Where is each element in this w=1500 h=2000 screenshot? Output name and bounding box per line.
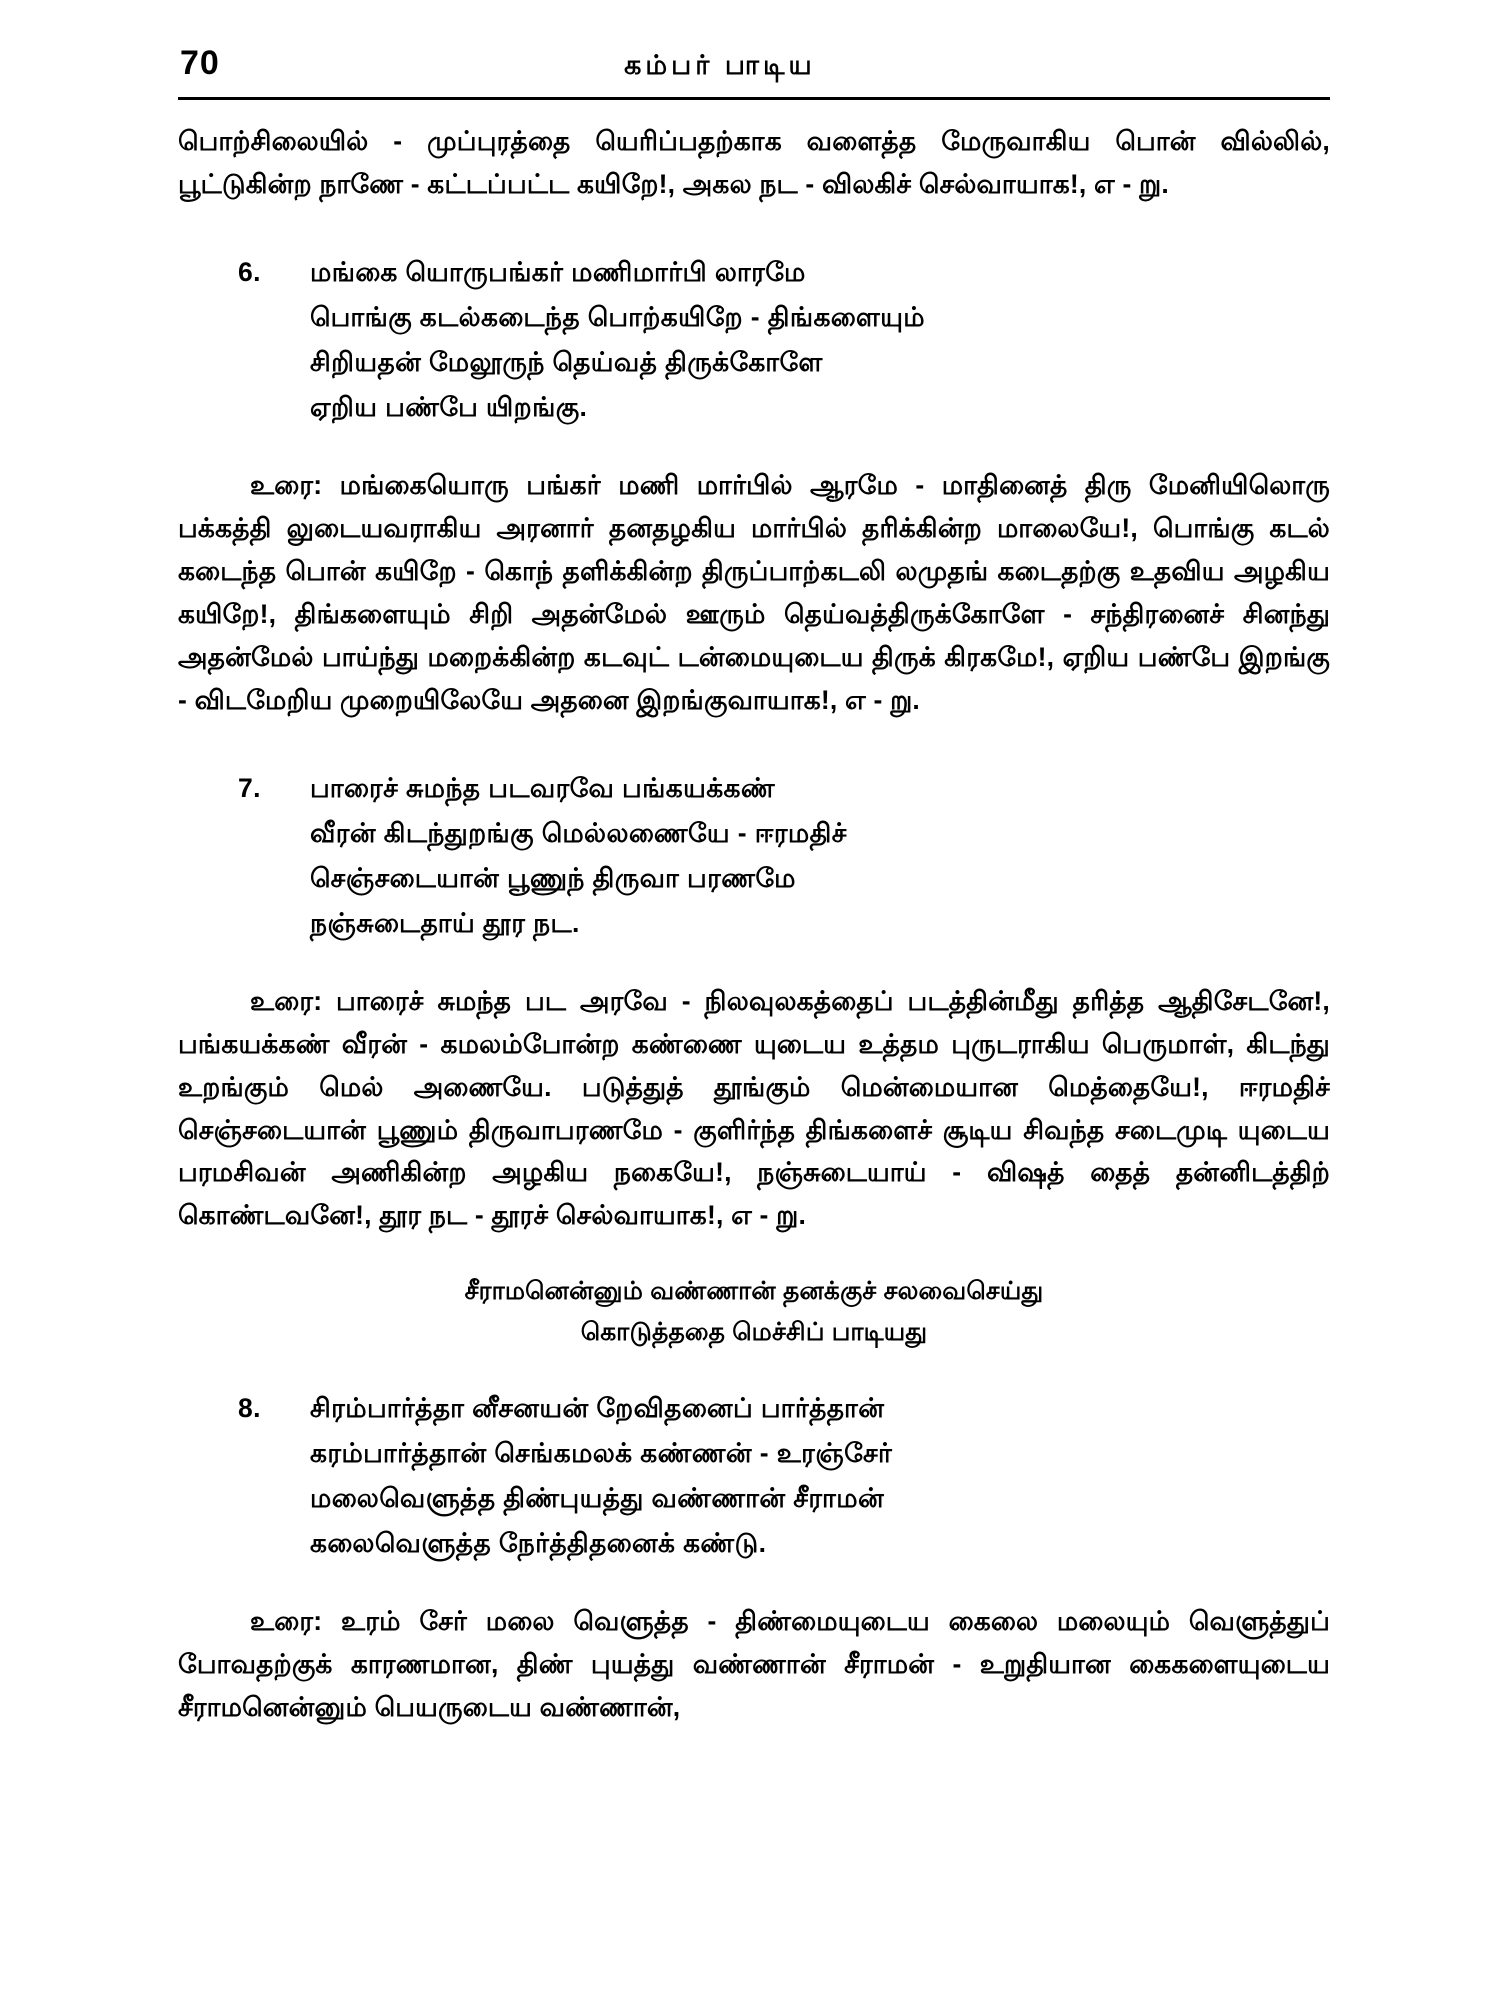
- page-content: [178, 120, 1330, 1729]
- paragraph-continuation: பொற்சிலையில் - முப்புரத்தை யெரிப்பதற்காக வளைத்த மேருவாகிய பொன் வில்லில், பூட்டுகின்ற நாணே - கட்டப்பட்ட கயிறே!, அகல நட - விலகிச் செல்வாயாக!, எ - று.: [178, 126, 1330, 199]
- verse-7-lines: [310, 766, 1330, 946]
- verse-6-line-4: ஏறிய பண்பே யிறங்கு.: [310, 391, 588, 422]
- verse-6-lines: [310, 250, 1330, 430]
- verse-8-line-1: சிரம்பார்த்தா னீசனயன் றேவிதனைப் பார்த்தான்: [310, 1393, 885, 1424]
- verse-8-line-4: கலைவெளுத்த நேர்த்திதனைக் கண்டு.: [310, 1528, 767, 1559]
- verse-6-line-1: மங்கை யொருபங்கர் மணிமார்பி லாரமே: [310, 256, 806, 287]
- verse-8-line-3: மலைவெளுத்த திண்புயத்து வண்ணான் சீராமன்: [310, 1483, 885, 1514]
- running-title: கம்பர் பாடிய: [624, 50, 816, 80]
- commentary-8: உரை: உரம் சேர் மலை வெளுத்த - திண்மையுடைய கைலை மலையும் வெளுத்துப் போவதற்குக் காரணமான, திண் புயத்து வண்ணான் சீராமன் - உறுதியான கைகளையுடைய சீராமனென்னும் பெயருடைய வண்ணான்,: [178, 1606, 1330, 1723]
- commentary-7: உரை: பாரைச் சுமந்த பட அரவே - நிலவுலகத்தைப் படத்தின்மீது தரித்த ஆதிசேடனே!, பங்கயக்கண் வீரன் - கமலம்போன்ற கண்ணை யுடைய உத்தம புருடராகிய பெருமாள், கிடந்து உறங்கும் மெல் அணையே. படுத்துத் தூங்கும் மென்மையான மெத்தையே!, ஈரமதிச் செஞ்சடையான் பூணும் திருவாபரணமே - குளிர்ந்த திங்களைச் சூடிய சிவந்த சடைமுடி யுடைய பரமசிவன் அணிகின்ற அழகிய நகையே!, நஞ்சுடையாய் - விஷத் தைத் தன்னிடத்திற் கொண்டவனே!, தூர நட - தூரச் செல்வாயாக!, எ - று.: [178, 985, 1330, 1231]
- section-subheading-line-2: கொடுத்ததை மெச்சிப் பாடியது: [580, 1317, 928, 1346]
- verse-7-number: 7.: [238, 772, 261, 803]
- header-rule: [178, 97, 1330, 100]
- verse-8-lines: [310, 1386, 1330, 1566]
- page-header: [180, 44, 1330, 92]
- verse-6: [238, 250, 1330, 430]
- verse-6-line-2: பொங்கு கடல்கடைந்த பொற்கயிறே - திங்களையும்: [310, 301, 926, 332]
- verse-7: [238, 766, 1330, 946]
- section-subheading-line-1: சீராமனென்னும் வண்ணான் தனக்குச் சலவைசெய்து: [464, 1277, 1044, 1306]
- page-number: 70: [180, 44, 220, 82]
- verse-7-line-1: பாரைச் சுமந்த படவரவே பங்கயக்கண்: [310, 772, 776, 803]
- verse-7-line-3: செஞ்சடையான் பூணுந் திருவா பரணமே: [310, 862, 796, 893]
- verse-8: [238, 1386, 1330, 1566]
- verse-8-line-2: கரம்பார்த்தான் செங்கமலக் கண்ணன் - உரஞ்சேர்: [310, 1438, 893, 1469]
- verse-6-line-3: சிறியதன் மேலூருந் தெய்வத் திருக்கோளே: [310, 346, 823, 377]
- commentary-6: உரை: மங்கையொரு பங்கர் மணி மார்பில் ஆரமே - மாதினைத் திரு மேனியிலொரு பக்கத்தி லுடையவராகிய அரனார் தனதழகிய மார்பில் தரிக்கின்ற மாலையே!, பொங்கு கடல் கடைந்த பொன் கயிறே - கொந் தளிக்கின்ற திருப்பாற்கடலி லமுதங் கடைதற்கு உதவிய அழகிய கயிறே!, திங்களையும் சிறி அதன்மேல் ஊரும் தெய்வத்திருக்கோளே - சந்திரனைச் சினந்து அதன்மேல் பாய்ந்து மறைக்கின்ற கடவுட் டன்மையுடைய திருக் கிரகமே!, ஏறிய பண்பே இறங்கு - விடமேறிய முறையிலேயே அதனை இறங்குவாயாக!, எ - று.: [178, 470, 1330, 715]
- verse-6-number: 6.: [238, 256, 261, 287]
- verse-8-number: 8.: [238, 1393, 261, 1424]
- verse-7-line-2: வீரன் கிடந்துறங்கு மெல்லணையே - ஈரமதிச்: [310, 817, 847, 848]
- verse-7-line-4: நஞ்சுடைதாய் தூர நட.: [310, 907, 580, 938]
